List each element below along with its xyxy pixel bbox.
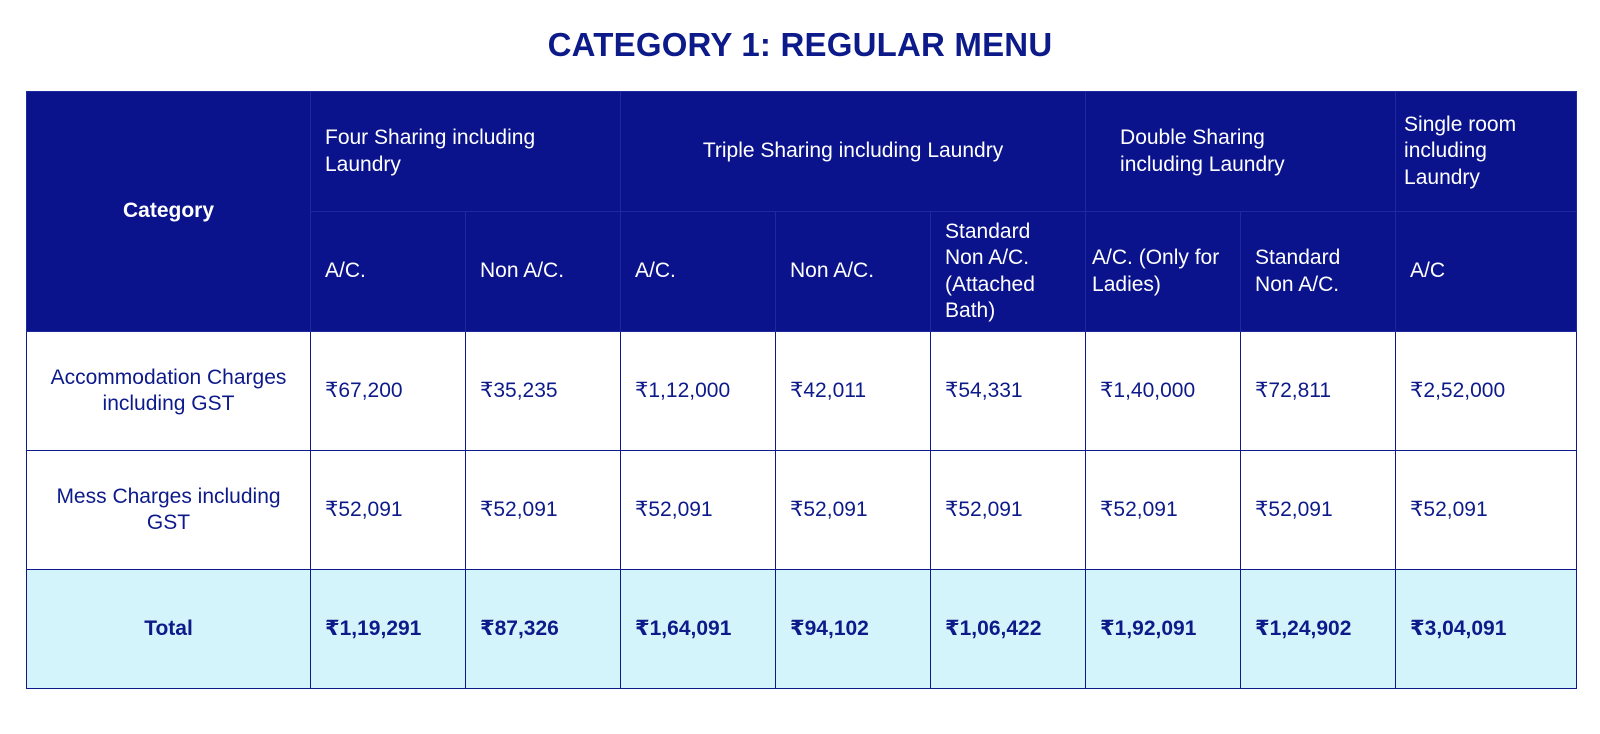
fee-table [26, 91, 1577, 689]
subheader-triple-standard-non-ac: Standard Non A/C. (Attached Bath) [931, 212, 1086, 332]
table-row-mess [27, 451, 1577, 570]
table-cell: ₹52,091 [311, 451, 466, 570]
table-row-total [27, 570, 1577, 689]
total-cell: ₹1,19,291 [311, 570, 466, 689]
table-cell: ₹52,091 [1241, 451, 1396, 570]
row-label-mess: Mess Charges including GST [27, 451, 311, 570]
table-cell: ₹72,811 [1241, 332, 1396, 451]
row-label-accommodation: Accommodation Charges including GST [27, 332, 311, 451]
row-label-total: Total [27, 570, 311, 689]
subheader-double-ac-ladies: A/C. (Only for Ladies) [1086, 212, 1241, 332]
table-cell: ₹2,52,000 [1396, 332, 1577, 451]
header-group-row [27, 92, 1577, 212]
subheader-four-ac: A/C. [311, 212, 466, 332]
table-cell: ₹1,12,000 [621, 332, 776, 451]
table-cell: ₹54,331 [931, 332, 1086, 451]
group-header-single-room: Single room including Laundry [1396, 92, 1577, 212]
total-cell: ₹87,326 [466, 570, 621, 689]
subheader-four-non-ac: Non A/C. [466, 212, 621, 332]
subheader-triple-non-ac: Non A/C. [776, 212, 931, 332]
table-header [27, 92, 1577, 332]
table-cell: ₹1,40,000 [1086, 332, 1241, 451]
table-row-accommodation [27, 332, 1577, 451]
total-cell: ₹1,06,422 [931, 570, 1086, 689]
page-title: CATEGORY 1: REGULAR MENU [547, 26, 1053, 63]
category-column-header: Category [27, 92, 311, 332]
group-header-double-sharing: Double Sharing including Laundry [1086, 92, 1396, 212]
subheader-double-standard-non-ac: Standard Non A/C. [1241, 212, 1396, 332]
group-header-triple-sharing: Triple Sharing including Laundry [621, 92, 1086, 212]
table-cell: ₹52,091 [776, 451, 931, 570]
table-cell: ₹52,091 [1086, 451, 1241, 570]
total-cell: ₹1,64,091 [621, 570, 776, 689]
subheader-triple-ac: A/C. [621, 212, 776, 332]
table-cell: ₹52,091 [466, 451, 621, 570]
table-body [27, 332, 1577, 689]
table-cell: ₹52,091 [621, 451, 776, 570]
subheader-single-ac: A/C [1396, 212, 1577, 332]
total-cell: ₹3,04,091 [1396, 570, 1577, 689]
total-cell: ₹1,24,902 [1241, 570, 1396, 689]
group-header-four-sharing: Four Sharing including Laundry [311, 92, 621, 212]
table-cell: ₹52,091 [931, 451, 1086, 570]
table-cell: ₹42,011 [776, 332, 931, 451]
table-cell: ₹35,235 [466, 332, 621, 451]
table-cell: ₹52,091 [1396, 451, 1577, 570]
total-cell: ₹94,102 [776, 570, 931, 689]
total-cell: ₹1,92,091 [1086, 570, 1241, 689]
table-cell: ₹67,200 [311, 332, 466, 451]
